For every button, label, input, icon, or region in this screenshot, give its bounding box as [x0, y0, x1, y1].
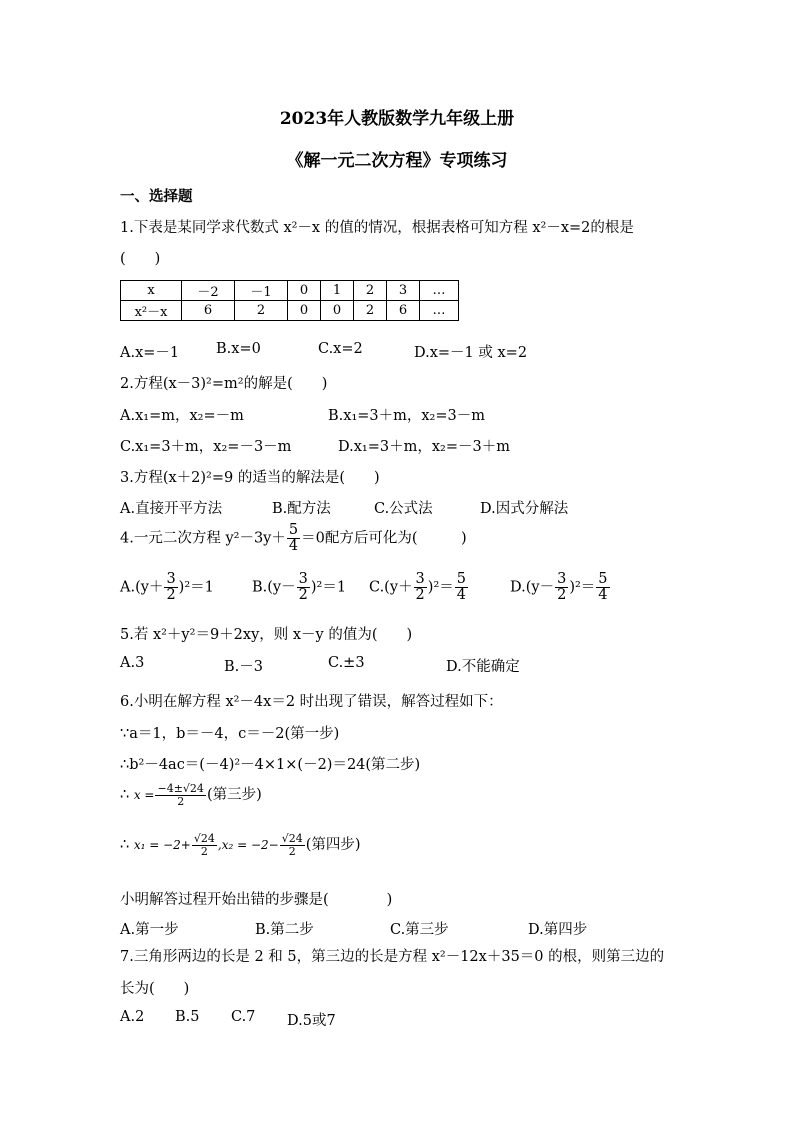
q7-stem: 7.三角形两边的长是 2 和 5，第三边的长是方程 x²－12x＋35＝0 的根，则第三边的: [120, 949, 665, 965]
q5-option-d[interactable]: D.不能确定: [446, 659, 520, 675]
q6-question: 小明解答过程开始出错的步骤是( ): [120, 892, 393, 908]
denominator: 2: [177, 794, 185, 808]
table-cell: 2: [354, 281, 387, 301]
denominator: 2: [557, 587, 567, 604]
q4-stem: [120, 523, 467, 554]
q2-stem: 2.方程(x－3)²=m²的解是( ): [120, 376, 328, 392]
step-label: (第四步): [305, 837, 361, 854]
numerator: √24: [193, 832, 215, 845]
fraction: [164, 572, 177, 603]
q7-option-b[interactable]: B.5: [175, 1009, 200, 1025]
table-cell: 6: [182, 301, 235, 321]
q4-option-c[interactable]: [369, 572, 469, 603]
table-cell: 6: [387, 301, 420, 321]
table-cell: 2: [235, 301, 288, 321]
numerator: −4±√24: [157, 782, 204, 795]
numerator: 3: [415, 571, 425, 587]
option-text: )²＝1: [310, 579, 347, 596]
option-text: D.(y－: [510, 579, 555, 596]
section-heading: 一、选择题: [120, 188, 193, 205]
fraction: [280, 833, 305, 857]
q3-option-d[interactable]: D.因式分解法: [480, 501, 569, 517]
q3-option-c[interactable]: C.公式法: [374, 501, 433, 517]
doc-subtitle: 《解一元二次方程》专项练习: [286, 151, 508, 171]
fraction: [155, 783, 205, 807]
table-cell: …: [420, 301, 459, 321]
q4-option-b[interactable]: [252, 572, 346, 603]
q6-step2: ∴b²－4ac＝(－4)²－4×1×(－2)＝24(第二步): [120, 757, 421, 773]
q1-option-a[interactable]: A.x=－1: [120, 345, 180, 361]
q7-stem-cont: 长为( ): [120, 981, 190, 997]
math-text: x =: [133, 788, 155, 803]
table-cell: 2: [354, 301, 387, 321]
q1-stem: 1.下表是某同学求代数式 x²－x 的值的情况，根据表格可知方程 x²－x=2的根是: [120, 220, 634, 236]
table-cell: x²－x: [121, 301, 182, 321]
denominator: 2: [288, 844, 296, 858]
table-row: [121, 281, 459, 301]
denominator: 4: [598, 587, 608, 604]
q4-option-d[interactable]: [510, 572, 611, 603]
q2-option-c[interactable]: C.x₁=3＋m，x₂=－3－m: [120, 439, 292, 455]
denominator: 2: [166, 587, 176, 604]
q5-option-b[interactable]: B.－3: [224, 659, 263, 675]
q4-stem-post: ＝0配方后可化为( ): [301, 530, 467, 547]
q3-option-a[interactable]: A.直接开平方法: [120, 501, 223, 517]
numerator: √24: [281, 832, 303, 845]
denominator: 2: [200, 844, 208, 858]
q2-option-a[interactable]: A.x₁=m，x₂=－m: [120, 408, 244, 424]
doc-title: 2023年人教版数学九年级上册: [279, 109, 515, 129]
q6-step1: ∵a＝1，b＝－4，c＝－2(第一步): [120, 726, 340, 742]
fraction: [414, 572, 427, 603]
math-text: ,x₂ = −2−: [217, 838, 279, 853]
table-cell: 3: [387, 281, 420, 301]
q6-option-b[interactable]: B.第二步: [255, 922, 314, 938]
q6-option-c[interactable]: C.第三步: [390, 922, 449, 938]
table-cell: 0: [321, 301, 354, 321]
denominator: 4: [456, 587, 466, 604]
q2-option-d[interactable]: D.x₁=3＋m，x₂=－3＋m: [338, 439, 510, 455]
numerator: 3: [298, 571, 308, 587]
numerator: 5: [456, 571, 466, 587]
denominator: 4: [288, 538, 299, 555]
table-row: [121, 301, 459, 321]
option-text: B.(y－: [252, 579, 296, 596]
table-cell: x: [121, 281, 182, 301]
option-text: )²＝1: [178, 579, 214, 596]
numerator: 3: [557, 571, 567, 587]
fraction: [596, 572, 609, 603]
q3-stem: 3.方程(x＋2)²=9 的适当的解法是( ): [120, 470, 380, 486]
table-cell: …: [420, 281, 459, 301]
option-text: )²＝: [427, 579, 454, 596]
q7-option-c[interactable]: C.7: [231, 1009, 256, 1025]
q1-option-d[interactable]: D.x=－1 或 x=2: [414, 345, 528, 361]
q7-option-d[interactable]: D.5或7: [287, 1013, 336, 1029]
fraction: [555, 572, 568, 603]
table-cell: 0: [288, 281, 321, 301]
q4-option-a[interactable]: [120, 572, 214, 603]
table-cell: －1: [235, 281, 288, 301]
q1-table: [120, 280, 459, 321]
therefore-symbol: ∴: [120, 787, 130, 804]
table-cell: －2: [182, 281, 235, 301]
q1-option-b[interactable]: B.x=0: [216, 341, 261, 357]
q6-step3: [120, 783, 262, 807]
fraction: [455, 572, 468, 603]
fraction: [297, 572, 310, 603]
therefore-symbol: ∴: [120, 837, 130, 854]
q7-option-a[interactable]: A.2: [120, 1009, 145, 1025]
denominator: 2: [298, 587, 308, 604]
q5-stem: 5.若 x²＋y²＝9＋2xy，则 x－y 的值为( ): [120, 627, 413, 643]
q6-step4: [120, 833, 361, 857]
q1-stem-paren: ( ): [120, 251, 161, 267]
fraction: [192, 833, 217, 857]
q6-stem: 6.小明在解方程 x²－4x＝2 时出现了错误，解答过程如下：: [120, 694, 503, 710]
math-text: x₁ = −2+: [133, 838, 191, 853]
q5-option-a[interactable]: A.3: [120, 655, 145, 671]
option-text: A.(y＋: [120, 579, 164, 596]
table-cell: 0: [288, 301, 321, 321]
option-text: )²＝: [569, 579, 596, 596]
option-text: C.(y＋: [369, 579, 413, 596]
q4-stem-pre: 4.一元二次方程 y²－3y＋: [120, 530, 286, 547]
numerator: 3: [166, 571, 176, 587]
numerator: 5: [288, 522, 299, 538]
q5-option-c[interactable]: C.±3: [328, 655, 365, 671]
fraction: [287, 523, 300, 554]
table-cell: 1: [321, 281, 354, 301]
step-label: (第三步): [206, 787, 262, 804]
q6-option-a[interactable]: A.第一步: [120, 922, 179, 938]
q1-option-c[interactable]: C.x=2: [318, 341, 363, 357]
q3-option-b[interactable]: B.配方法: [272, 501, 331, 517]
q6-option-d[interactable]: D.第四步: [528, 922, 588, 938]
denominator: 2: [415, 587, 425, 604]
numerator: 5: [598, 571, 608, 587]
q2-option-b[interactable]: B.x₁=3＋m，x₂=3－m: [328, 408, 485, 424]
